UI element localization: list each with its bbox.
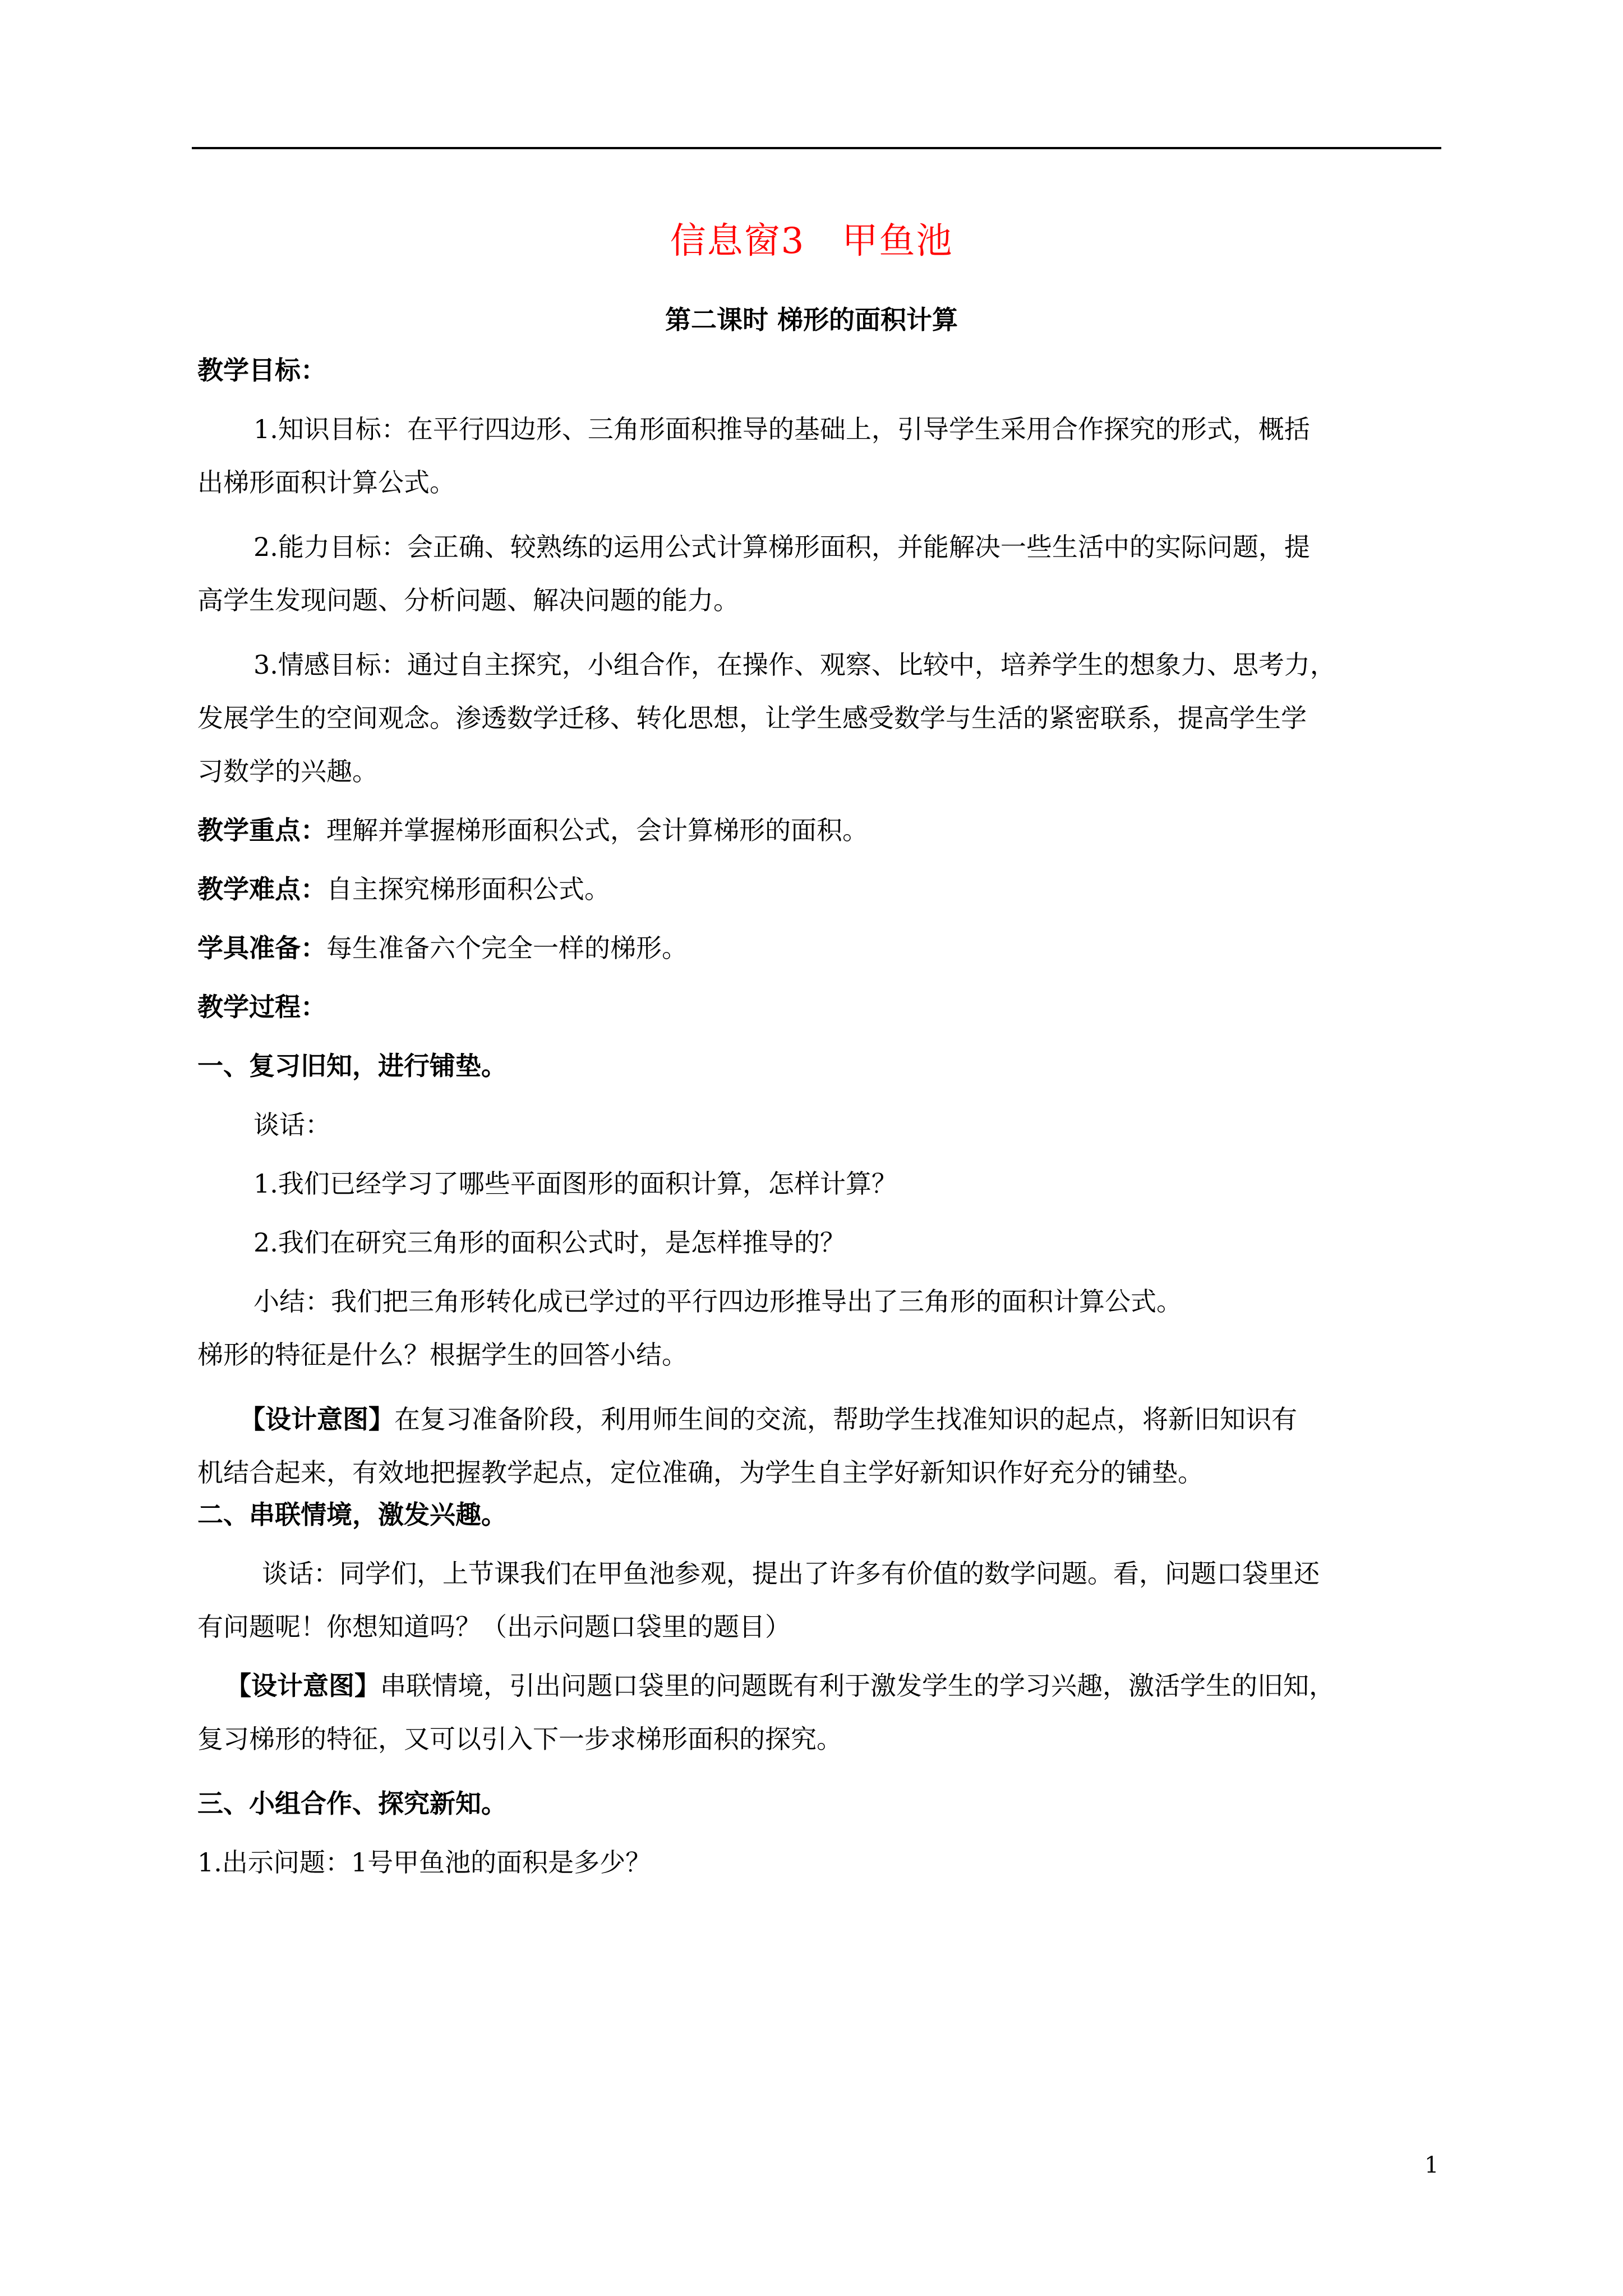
design-intent-1-text: 在复习准备阶段，利用师生间的交流，帮助学生找准知识的起点，将新旧知识有 [394, 1404, 1297, 1434]
talk2-line1: 谈话：同学们，上节课我们在甲鱼池参观，提出了许多有价值的数学问题。看，问题口袋里还 [262, 1558, 1320, 1589]
goal3-line2: 发展学生的空间观念。渗透数学迁移、转化思想，让学生感受数学与生活的紧密联系，提高学生学 [197, 703, 1307, 733]
tools-prep-label: 学具准备： [197, 933, 326, 963]
design-intent-2-line1 [225, 1663, 1335, 1708]
design-intent-2-label: 【设计意图】 [225, 1671, 380, 1701]
header-rule [192, 147, 1441, 149]
design-intent-1-label: 【设计意图】 [239, 1404, 394, 1434]
goal2-line2: 高学生发现问题、分析问题、解决问题的能力。 [197, 585, 739, 615]
goal2-line1: 2.能力目标：会正确、较熟练的运用公式计算梯形面积，并能解决一些生活中的实际问题，提 [253, 532, 1310, 562]
goal1-line2: 出梯形面积计算公式。 [197, 467, 455, 498]
item-1: 1.出示问题：1号甲鱼池的面积是多少？ [197, 1847, 652, 1878]
goals-heading: 教学目标： [197, 355, 326, 385]
talk2-line2: 有问题呢！你想知道吗？（出示问题口袋里的题目） [197, 1612, 791, 1642]
key-points-label: 教学重点： [197, 815, 326, 845]
goal1-line1: 1.知识目标：在平行四边形、三角形面积推导的基础上，引导学生采用合作探究的形式，概括 [253, 414, 1310, 444]
page-number: 1 [1424, 2152, 1439, 2178]
trapezoid-question: 梯形的特征是什么？根据学生的回答小结。 [197, 1340, 688, 1370]
page-title: 信息窗3 甲鱼池 [670, 220, 953, 262]
page-subtitle: 第二课时 梯形的面积计算 [665, 305, 958, 335]
goal3-line3: 习数学的兴趣。 [197, 756, 378, 786]
difficult-points-text: 自主探究梯形面积公式。 [326, 874, 610, 904]
key-points [197, 808, 868, 853]
tools-prep-text: 每生准备六个完全一样的梯形。 [326, 933, 688, 963]
summary: 小结：我们把三角形转化成已学过的平行四边形推导出了三角形的面积计算公式。 [253, 1286, 1182, 1317]
section1-heading: 一、复习旧知，进行铺垫。 [197, 1051, 507, 1081]
goal3-line1: 3.情感目标：通过自主探究，小组合作，在操作、观察、比较中，培养学生的想象力、思考力， [253, 650, 1336, 680]
design-intent-1-line2: 机结合起来，有效地把握教学起点，定位准确，为学生自主学好新知识作好充分的铺垫。 [197, 1457, 1204, 1488]
question-1: 1.我们已经学习了哪些平面图形的面积计算，怎样计算？ [253, 1168, 897, 1199]
talk-label: 谈话： [253, 1110, 331, 1140]
difficult-points [197, 867, 610, 912]
key-points-text: 理解并掌握梯形面积公式，会计算梯形的面积。 [326, 815, 868, 845]
design-intent-2-line2: 复习梯形的特征，又可以引入下一步求梯形面积的探究。 [197, 1724, 842, 1754]
tools-prep [197, 926, 688, 970]
process-heading: 教学过程： [197, 992, 326, 1022]
section2-heading: 二、串联情境，激发兴趣。 [197, 1499, 507, 1530]
design-intent-2-text: 串联情境，引出问题口袋里的问题既有利于激发学生的学习兴趣，激活学生的旧知， [380, 1671, 1335, 1701]
difficult-points-label: 教学难点： [197, 874, 326, 904]
design-intent-1-line1 [239, 1397, 1297, 1442]
question-2: 2.我们在研究三角形的面积公式时，是怎样推导的？ [253, 1227, 846, 1258]
section3-heading: 三、小组合作、探究新知。 [197, 1788, 507, 1819]
